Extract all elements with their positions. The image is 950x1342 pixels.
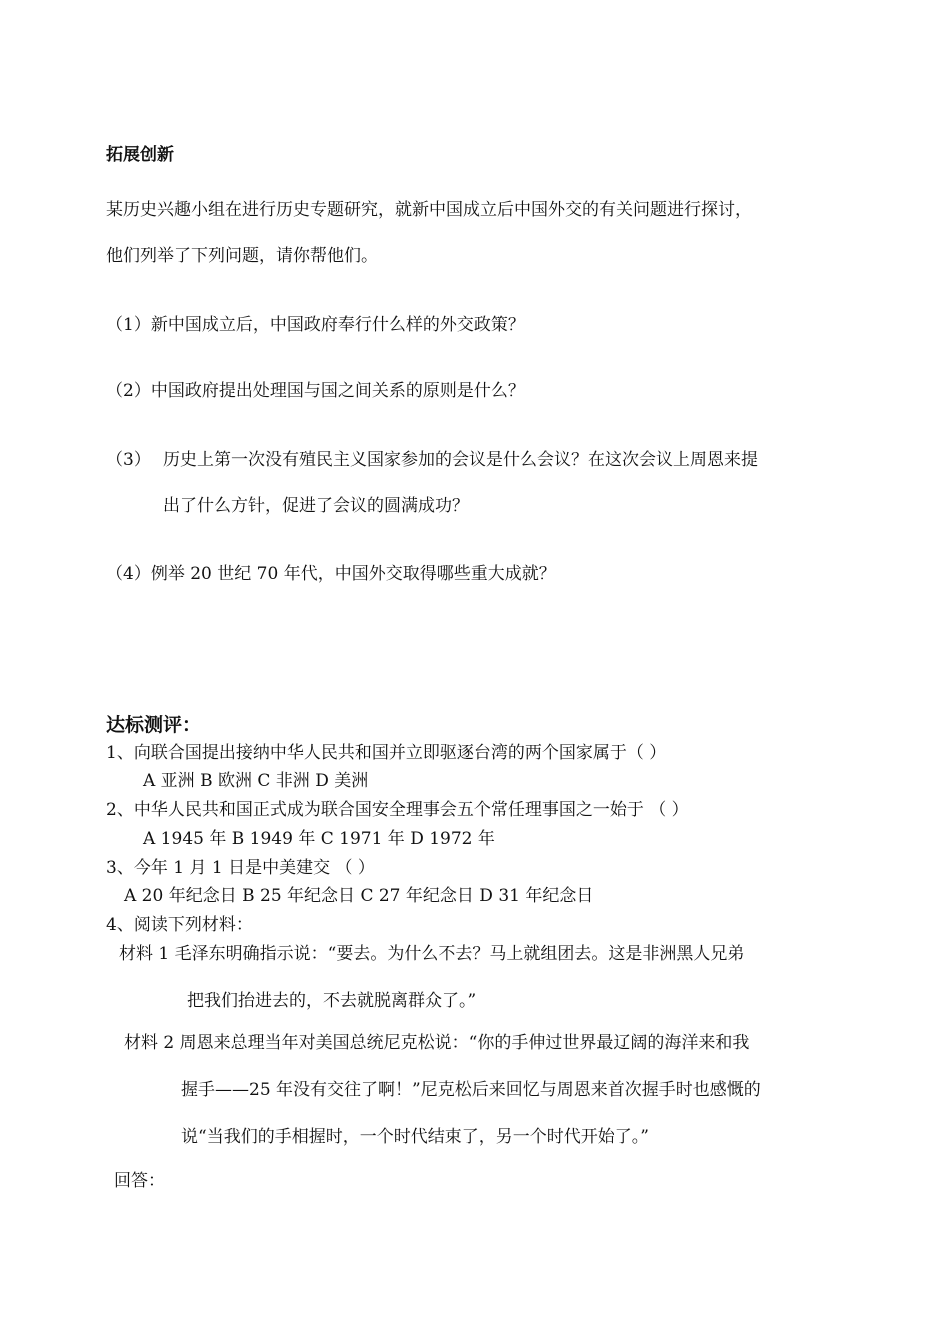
mc-question-3-options: A 20 年纪念日 B 25 年纪念日 C 27 年纪念日 D 31 年纪念日 [124, 886, 594, 906]
mc-question-3: 3、今年 1 月 1 日是中美建交 （ ） [106, 858, 375, 878]
question-3-line-2: 出了什么方针，促进了会议的圆满成功？ [163, 496, 469, 516]
question-1: （1）新中国成立后，中国政府奉行什么样的外交政策？ [106, 315, 525, 335]
intro-line-2: 他们列举了下列问题，请你帮他们。 [106, 246, 378, 266]
section-heading: 达标测评： [106, 714, 202, 736]
section-heading: 拓展创新 [106, 145, 174, 165]
material-1-line-1: 材料 1 毛泽东明确指示说：“要去。为什么不去？马上就组团去。这是非洲黑人兄弟 [119, 944, 745, 964]
answer-label: 回答： [114, 1171, 165, 1191]
intro-line-1: 某历史兴趣小组在进行历史专题研究，就新中国成立后中国外交的有关问题进行探讨， [106, 200, 752, 220]
material-2-line-1: 材料 2 周恩来总理当年对美国总统尼克松说：“你的手伸过世界最辽阔的海洋来和我 [124, 1033, 750, 1053]
question-2: （2）中国政府提出处理国与国之间关系的原则是什么？ [106, 381, 525, 401]
material-2-line-2: 握手——25 年没有交往了啊！”尼克松后来回忆与周恩来首次握手时也感慨的 [181, 1080, 761, 1100]
reading-question-4: 4、阅读下列材料： [106, 915, 253, 935]
question-3-line-1: 历史上第一次没有殖民主义国家参加的会议是什么会议？在这次会议上周恩来提 [163, 450, 758, 470]
material-2-line-3: 说“当我们的手相握时，一个时代结束了，另一个时代开始了。” [181, 1127, 649, 1147]
material-1-line-2: 把我们抬进去的，不去就脱离群众了。” [187, 991, 477, 1011]
mc-question-1-options: A 亚洲 B 欧洲 C 非洲 D 美洲 [143, 771, 369, 791]
question-4: （4）例举 20 世纪 70 年代，中国外交取得哪些重大成就？ [106, 564, 556, 584]
question-3-number: （3） [106, 450, 151, 470]
mc-question-2: 2、中华人民共和国正式成为联合国安全理事会五个常任理事国之一始于 （ ） [106, 800, 689, 820]
mc-question-1: 1、向联合国提出接纳中华人民共和国并立即驱逐台湾的两个国家属于（ ） [106, 743, 667, 763]
mc-question-2-options: A 1945 年 B 1949 年 C 1971 年 D 1972 年 [143, 829, 495, 849]
